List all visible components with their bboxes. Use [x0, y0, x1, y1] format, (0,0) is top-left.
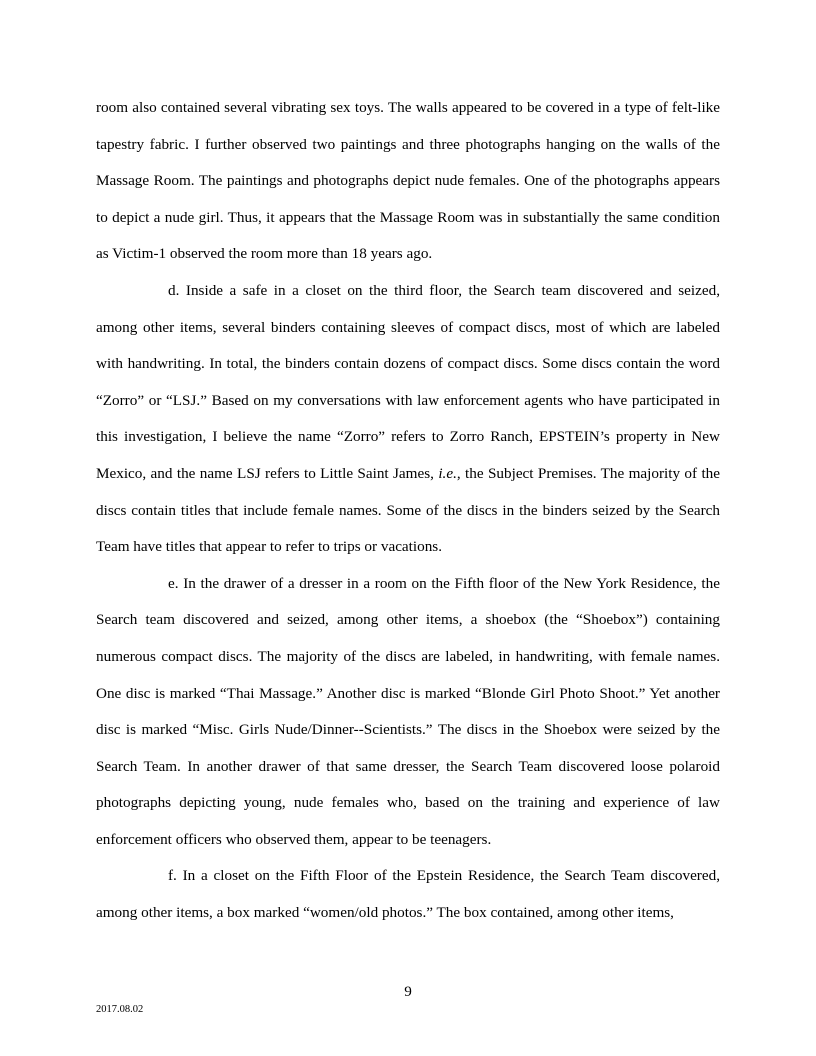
italic-text: i.e.	[438, 464, 457, 482]
paragraph-text: e. In the drawer of a dresser in a room on the Fifth floor of the New York Residence, the Search team discovered and seized, among other items, a shoebox (the “Shoebox”) containing numerous compact discs. The majority of the discs are labeled, in handwriting, with female names. One disc is marked “Thai Massage.” Another disc is marked “Blonde Girl Photo Shoot.” Yet another disc is marked “Misc. Girls Nude/Dinner--Scientists.” The discs in the Shoebox were seized by the Search Team. In another drawer of that same dresser, the Search Team discovered loose polaroid photographs depicting young, nude females who, based on the training and experience of law enforcement officers who observed them, appear to be teenagers.	[96, 574, 720, 848]
paragraph-text: , the Subject Premises. The majority of the discs contain titles that include female names. Some of the discs in the binders seized by the Search Team have titles that appear to refer to trips or vacations.	[96, 464, 721, 556]
footer-date: 2017.08.02	[96, 1004, 144, 1015]
paragraph-text: f. In a closet on the Fifth Floor of the Epstein Residence, the Search Team discovered, among other items, a box marked “women/old photos.” The box contained, among other items,	[96, 867, 720, 922]
paragraph	[96, 273, 720, 566]
paragraph-text: d. Inside a safe in a closet on the third floor, the Search team discovered and seized, among other items, several binders containing sleeves of compact discs, most of which are labeled with handwriting. In total, the binders contain dozens of compact discs. Some discs contain the word “Zorro” or “LSJ.” Based on my conversations with law enforcement agents who have participated in this investigation, I believe the name “Zorro” refers to Zorro Ranch, EPSTEIN’s property in New Mexico, and the name LSJ refers to Little Saint James,	[96, 281, 720, 482]
page-number: 9	[404, 983, 412, 1000]
paragraph	[96, 566, 720, 859]
paragraph-text: room also contained several vibrating sex toys. The walls appeared to be covered in a type of felt-like tapestry fabric. I further observed two paintings and three photographs hanging on the walls of the Massage Room. The paintings and photographs depict nude females. One of the photographs appears to depict a nude girl. Thus, it appears that the Massage Room was in substantially the same condition as Victim-1 observed the room more than 18 years ago.	[96, 99, 720, 263]
body-text	[96, 90, 720, 932]
paragraph	[96, 858, 720, 931]
paragraph	[96, 90, 720, 273]
